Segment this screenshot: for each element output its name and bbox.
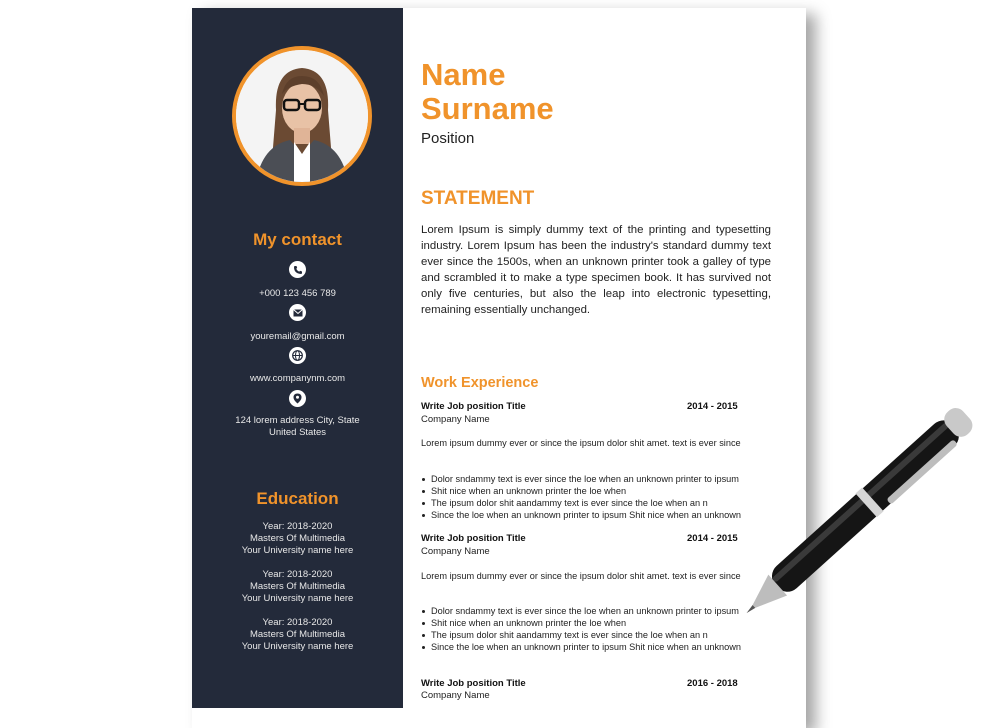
contact-address-line2: United States [268, 427, 327, 438]
globe-icon [289, 347, 306, 364]
contact-phone: +000 123 456 789 [259, 288, 336, 299]
job-title: Write Job position Title [421, 678, 526, 689]
profile-photo [232, 46, 372, 186]
resume-sidebar [192, 8, 403, 708]
phone-icon [289, 261, 306, 278]
job-dates: 2014 - 2015 [687, 533, 738, 544]
list-item: Dolor sndammy text is ever since the loe when an unknown printer to ipsum [421, 605, 741, 617]
education-degree: Masters Of Multimedia [249, 581, 346, 592]
education-degree: Masters Of Multimedia [249, 629, 346, 640]
last-name: Surname [421, 91, 554, 126]
education-heading: Education [256, 489, 339, 508]
job-dates: 2014 - 2015 [687, 401, 738, 412]
list-item: Since the loe when an unknown printer to ipsum Shit nice when an unknown [421, 641, 741, 653]
education-year: Year: 2018-2020 [262, 617, 333, 628]
job-company: Company Name [421, 690, 490, 701]
list-item: Since the loe when an unknown printer to ipsum Shit nice when an unknown [421, 509, 741, 521]
full-name [421, 58, 554, 126]
statement-heading: STATEMENT [421, 188, 535, 209]
contact-website: www.companynm.com [249, 373, 346, 384]
list-item: Dolor sndammy text is ever since the loe when an unknown printer to ipsum [421, 473, 741, 485]
job-company: Company Name [421, 414, 490, 425]
contact-address-line1: 124 lorem address City, State [235, 415, 360, 426]
education-year: Year: 2018-2020 [262, 569, 333, 580]
job-title: Write Job position Title [421, 533, 526, 544]
job-bullets [421, 605, 741, 653]
contact-heading: My contact [253, 230, 342, 249]
job-description: Lorem ipsum dummy ever or since the ipsum dolor shit amet. text is ever since [421, 438, 741, 448]
location-icon [289, 390, 306, 407]
position-title: Position [421, 130, 475, 147]
statement-text: Lorem Ipsum is simply dummy text of the printing and typesetting industry. Lorem Ipsum has been the industry's standard dummy text ever since the 1500s, when an unknown printer took a galley of type and scrambled it to make a type specimen book. It has survived not only five centuries, but also the leap into electronic typesetting, remaining essentially unchanged. [421, 224, 771, 316]
job-company: Company Name [421, 546, 490, 557]
list-item: Shit nice when an unknown printer the loe when [421, 485, 741, 497]
list-item: The ipsum dolor shit aandammy text is ever since the loe when an n [421, 629, 741, 641]
education-degree: Masters Of Multimedia [249, 533, 346, 544]
email-icon [289, 304, 306, 321]
first-name: Name [421, 57, 506, 92]
education-university: Your University name here [241, 641, 354, 652]
education-university: Your University name here [241, 593, 354, 604]
work-heading: Work Experience [421, 375, 539, 391]
education-year: Year: 2018-2020 [262, 521, 333, 532]
education-university: Your University name here [241, 545, 354, 556]
contact-email: youremail@gmail.com [250, 331, 345, 342]
job-description: Lorem ipsum dummy ever or since the ipsum dolor shit amet. text is ever since [421, 571, 741, 581]
list-item: The ipsum dolor shit aandammy text is ever since the loe when an n [421, 497, 741, 509]
resume-main [403, 8, 791, 708]
job-dates: 2016 - 2018 [687, 678, 738, 689]
job-title: Write Job position Title [421, 401, 526, 412]
pen-icon [745, 370, 975, 665]
list-item: Shit nice when an unknown printer the loe when [421, 617, 741, 629]
job-bullets [421, 473, 741, 521]
